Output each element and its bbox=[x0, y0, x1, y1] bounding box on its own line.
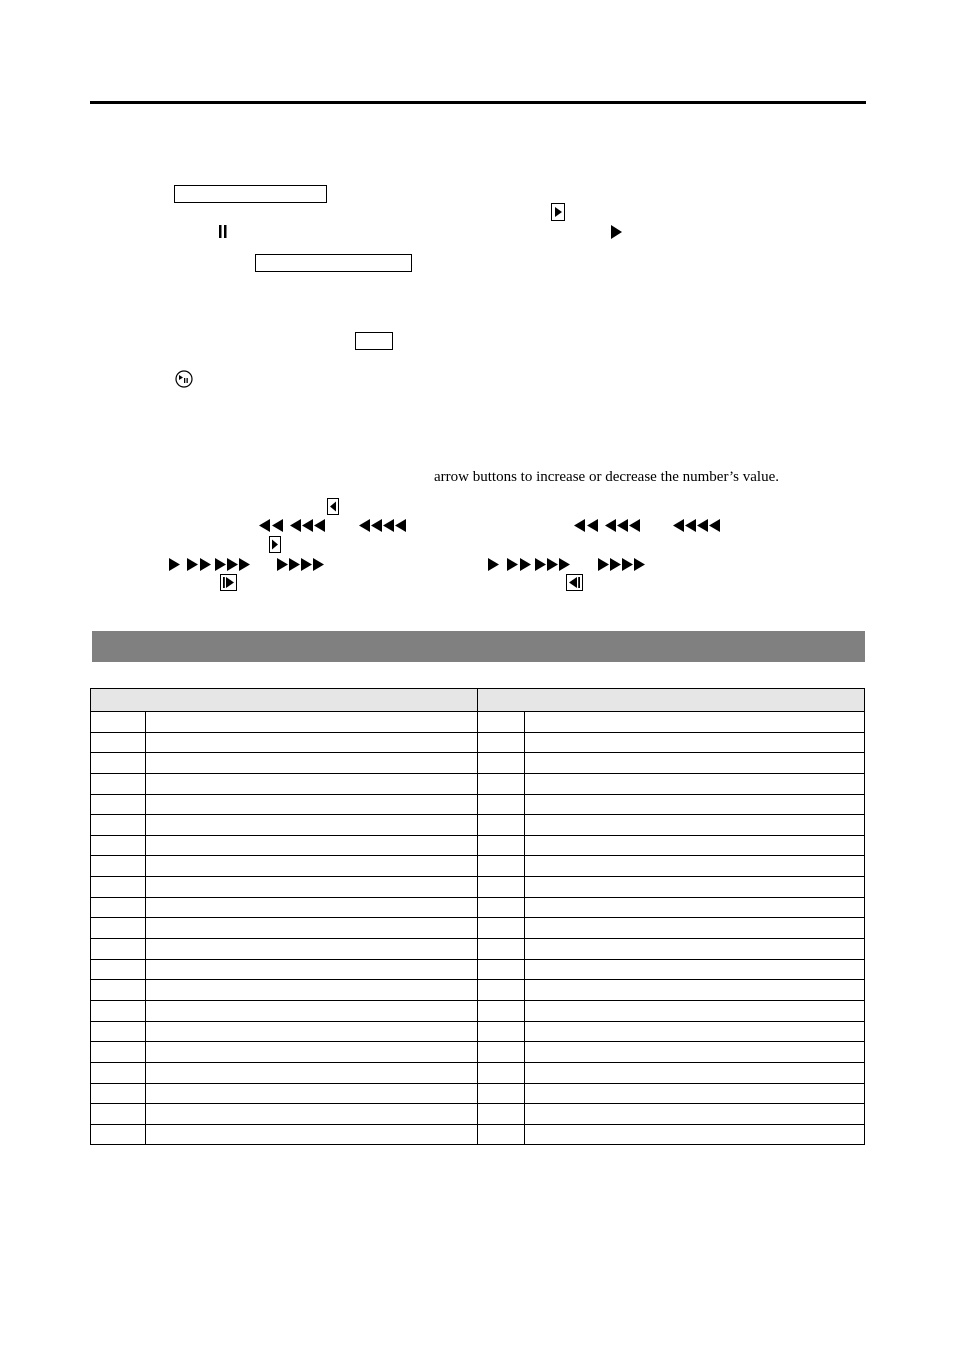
table-cell bbox=[146, 856, 478, 877]
table-cell bbox=[525, 815, 865, 836]
table-cell bbox=[91, 1000, 146, 1021]
table-cell bbox=[525, 1042, 865, 1063]
table-cell bbox=[146, 980, 478, 1001]
table-cell bbox=[478, 1021, 525, 1042]
fast-forward-3x-icon bbox=[534, 557, 572, 572]
table-cell bbox=[525, 1000, 865, 1021]
play-pause-round-icon bbox=[174, 369, 194, 389]
table-cell bbox=[91, 918, 146, 939]
table-cell bbox=[91, 1124, 146, 1145]
table-cell bbox=[146, 1062, 478, 1083]
left-arrow-button-icon bbox=[327, 498, 339, 515]
fast-forward-2x-icon bbox=[506, 557, 532, 572]
table-cell bbox=[91, 773, 146, 794]
fast-forward-4x-icon bbox=[276, 557, 326, 572]
table-row bbox=[91, 959, 865, 980]
table-cell bbox=[478, 835, 525, 856]
table-cell bbox=[91, 877, 146, 898]
fast-forward-2x-icon bbox=[186, 557, 212, 572]
table-row bbox=[91, 1104, 865, 1125]
table-cell bbox=[146, 918, 478, 939]
rewind-2x-icon bbox=[573, 518, 599, 533]
table-cell bbox=[91, 980, 146, 1001]
table-cell bbox=[146, 794, 478, 815]
table-cell bbox=[146, 753, 478, 774]
table-header-right bbox=[478, 689, 865, 712]
table-cell bbox=[478, 753, 525, 774]
table-cell bbox=[146, 835, 478, 856]
table-cell bbox=[146, 773, 478, 794]
table-cell bbox=[146, 732, 478, 753]
table-cell bbox=[478, 1124, 525, 1145]
table-cell bbox=[146, 712, 478, 733]
rewind-2x-icon bbox=[258, 518, 284, 533]
top-rule bbox=[90, 101, 866, 104]
arrow-instruction-text: arrow buttons to increase or decrease the number’s value. bbox=[434, 469, 780, 485]
table-cell bbox=[525, 877, 865, 898]
table-cell bbox=[146, 1124, 478, 1145]
table-cell bbox=[146, 959, 478, 980]
table-row bbox=[91, 1124, 865, 1145]
table-cell bbox=[478, 918, 525, 939]
table-row bbox=[91, 835, 865, 856]
table-row bbox=[91, 856, 865, 877]
table-cell bbox=[478, 1042, 525, 1063]
table-cell bbox=[478, 939, 525, 960]
table-cell bbox=[91, 897, 146, 918]
table-row bbox=[91, 1062, 865, 1083]
table-cell bbox=[146, 815, 478, 836]
table-row bbox=[91, 794, 865, 815]
table-cell bbox=[91, 1083, 146, 1104]
field-box-1 bbox=[174, 185, 327, 203]
table-row bbox=[91, 732, 865, 753]
table-cell bbox=[91, 753, 146, 774]
table-cell bbox=[478, 877, 525, 898]
table-row bbox=[91, 1083, 865, 1104]
table-cell bbox=[478, 1083, 525, 1104]
table-cell bbox=[525, 773, 865, 794]
table-cell bbox=[525, 897, 865, 918]
table-cell bbox=[146, 1021, 478, 1042]
table-cell bbox=[91, 712, 146, 733]
table-cell bbox=[91, 939, 146, 960]
step-back-icon bbox=[566, 574, 583, 591]
table-cell bbox=[478, 980, 525, 1001]
table-cell bbox=[478, 1104, 525, 1125]
table-cell bbox=[146, 1042, 478, 1063]
table-cell bbox=[525, 794, 865, 815]
table-cell bbox=[478, 815, 525, 836]
table-cell bbox=[478, 712, 525, 733]
table-cell bbox=[478, 794, 525, 815]
table-cell bbox=[146, 1000, 478, 1021]
table-cell bbox=[146, 939, 478, 960]
table-cell bbox=[478, 959, 525, 980]
fast-forward-4x-icon bbox=[597, 557, 647, 572]
play-icon bbox=[610, 224, 624, 240]
table-cell bbox=[525, 1062, 865, 1083]
table-cell bbox=[525, 753, 865, 774]
rewind-3x-icon bbox=[604, 518, 642, 533]
play-icon bbox=[487, 557, 501, 572]
table-row bbox=[91, 980, 865, 1001]
table-cell bbox=[525, 1083, 865, 1104]
table-cell bbox=[478, 1000, 525, 1021]
table-cell bbox=[91, 732, 146, 753]
table-header-left bbox=[91, 689, 478, 712]
table-cell bbox=[525, 980, 865, 1001]
table-cell bbox=[525, 732, 865, 753]
table-cell bbox=[146, 897, 478, 918]
table-cell bbox=[478, 773, 525, 794]
rewind-4x-icon bbox=[672, 518, 722, 533]
table-row bbox=[91, 1042, 865, 1063]
table-cell bbox=[146, 1104, 478, 1125]
table-cell bbox=[91, 1042, 146, 1063]
rewind-3x-icon bbox=[289, 518, 327, 533]
table-row bbox=[91, 877, 865, 898]
field-box-3 bbox=[355, 332, 393, 350]
table-cell bbox=[525, 1104, 865, 1125]
table-row bbox=[91, 918, 865, 939]
reference-table bbox=[90, 688, 865, 1145]
right-arrow-button-icon bbox=[269, 536, 281, 553]
table-cell bbox=[146, 1083, 478, 1104]
table-cell bbox=[478, 897, 525, 918]
table-cell bbox=[525, 939, 865, 960]
section-banner bbox=[92, 631, 865, 662]
table-cell bbox=[146, 877, 478, 898]
table-row bbox=[91, 1000, 865, 1021]
pause-icon bbox=[218, 224, 228, 240]
table-cell bbox=[525, 959, 865, 980]
table-row bbox=[91, 815, 865, 836]
step-forward-icon bbox=[220, 574, 237, 591]
table-cell bbox=[91, 835, 146, 856]
table-cell bbox=[91, 959, 146, 980]
table-cell bbox=[525, 918, 865, 939]
table-cell bbox=[525, 1021, 865, 1042]
field-box-2 bbox=[255, 254, 412, 272]
table-cell bbox=[478, 1062, 525, 1083]
table-row bbox=[91, 773, 865, 794]
table-row bbox=[91, 897, 865, 918]
table-row bbox=[91, 1021, 865, 1042]
rewind-4x-icon bbox=[358, 518, 408, 533]
table-cell bbox=[478, 732, 525, 753]
fast-forward-3x-icon bbox=[214, 557, 252, 572]
table-header-row bbox=[91, 689, 865, 712]
table-body bbox=[91, 712, 865, 1145]
table-cell bbox=[91, 1104, 146, 1125]
play-icon bbox=[168, 557, 182, 572]
table-cell bbox=[525, 835, 865, 856]
table-cell bbox=[91, 856, 146, 877]
table-cell bbox=[91, 794, 146, 815]
table-row bbox=[91, 939, 865, 960]
table-cell bbox=[525, 712, 865, 733]
table-cell bbox=[525, 856, 865, 877]
table-cell bbox=[478, 856, 525, 877]
table-cell bbox=[91, 1021, 146, 1042]
table-cell bbox=[91, 1062, 146, 1083]
table-cell bbox=[91, 815, 146, 836]
table-row bbox=[91, 712, 865, 733]
table-cell bbox=[525, 1124, 865, 1145]
play-button-icon bbox=[551, 203, 565, 221]
table-row bbox=[91, 753, 865, 774]
